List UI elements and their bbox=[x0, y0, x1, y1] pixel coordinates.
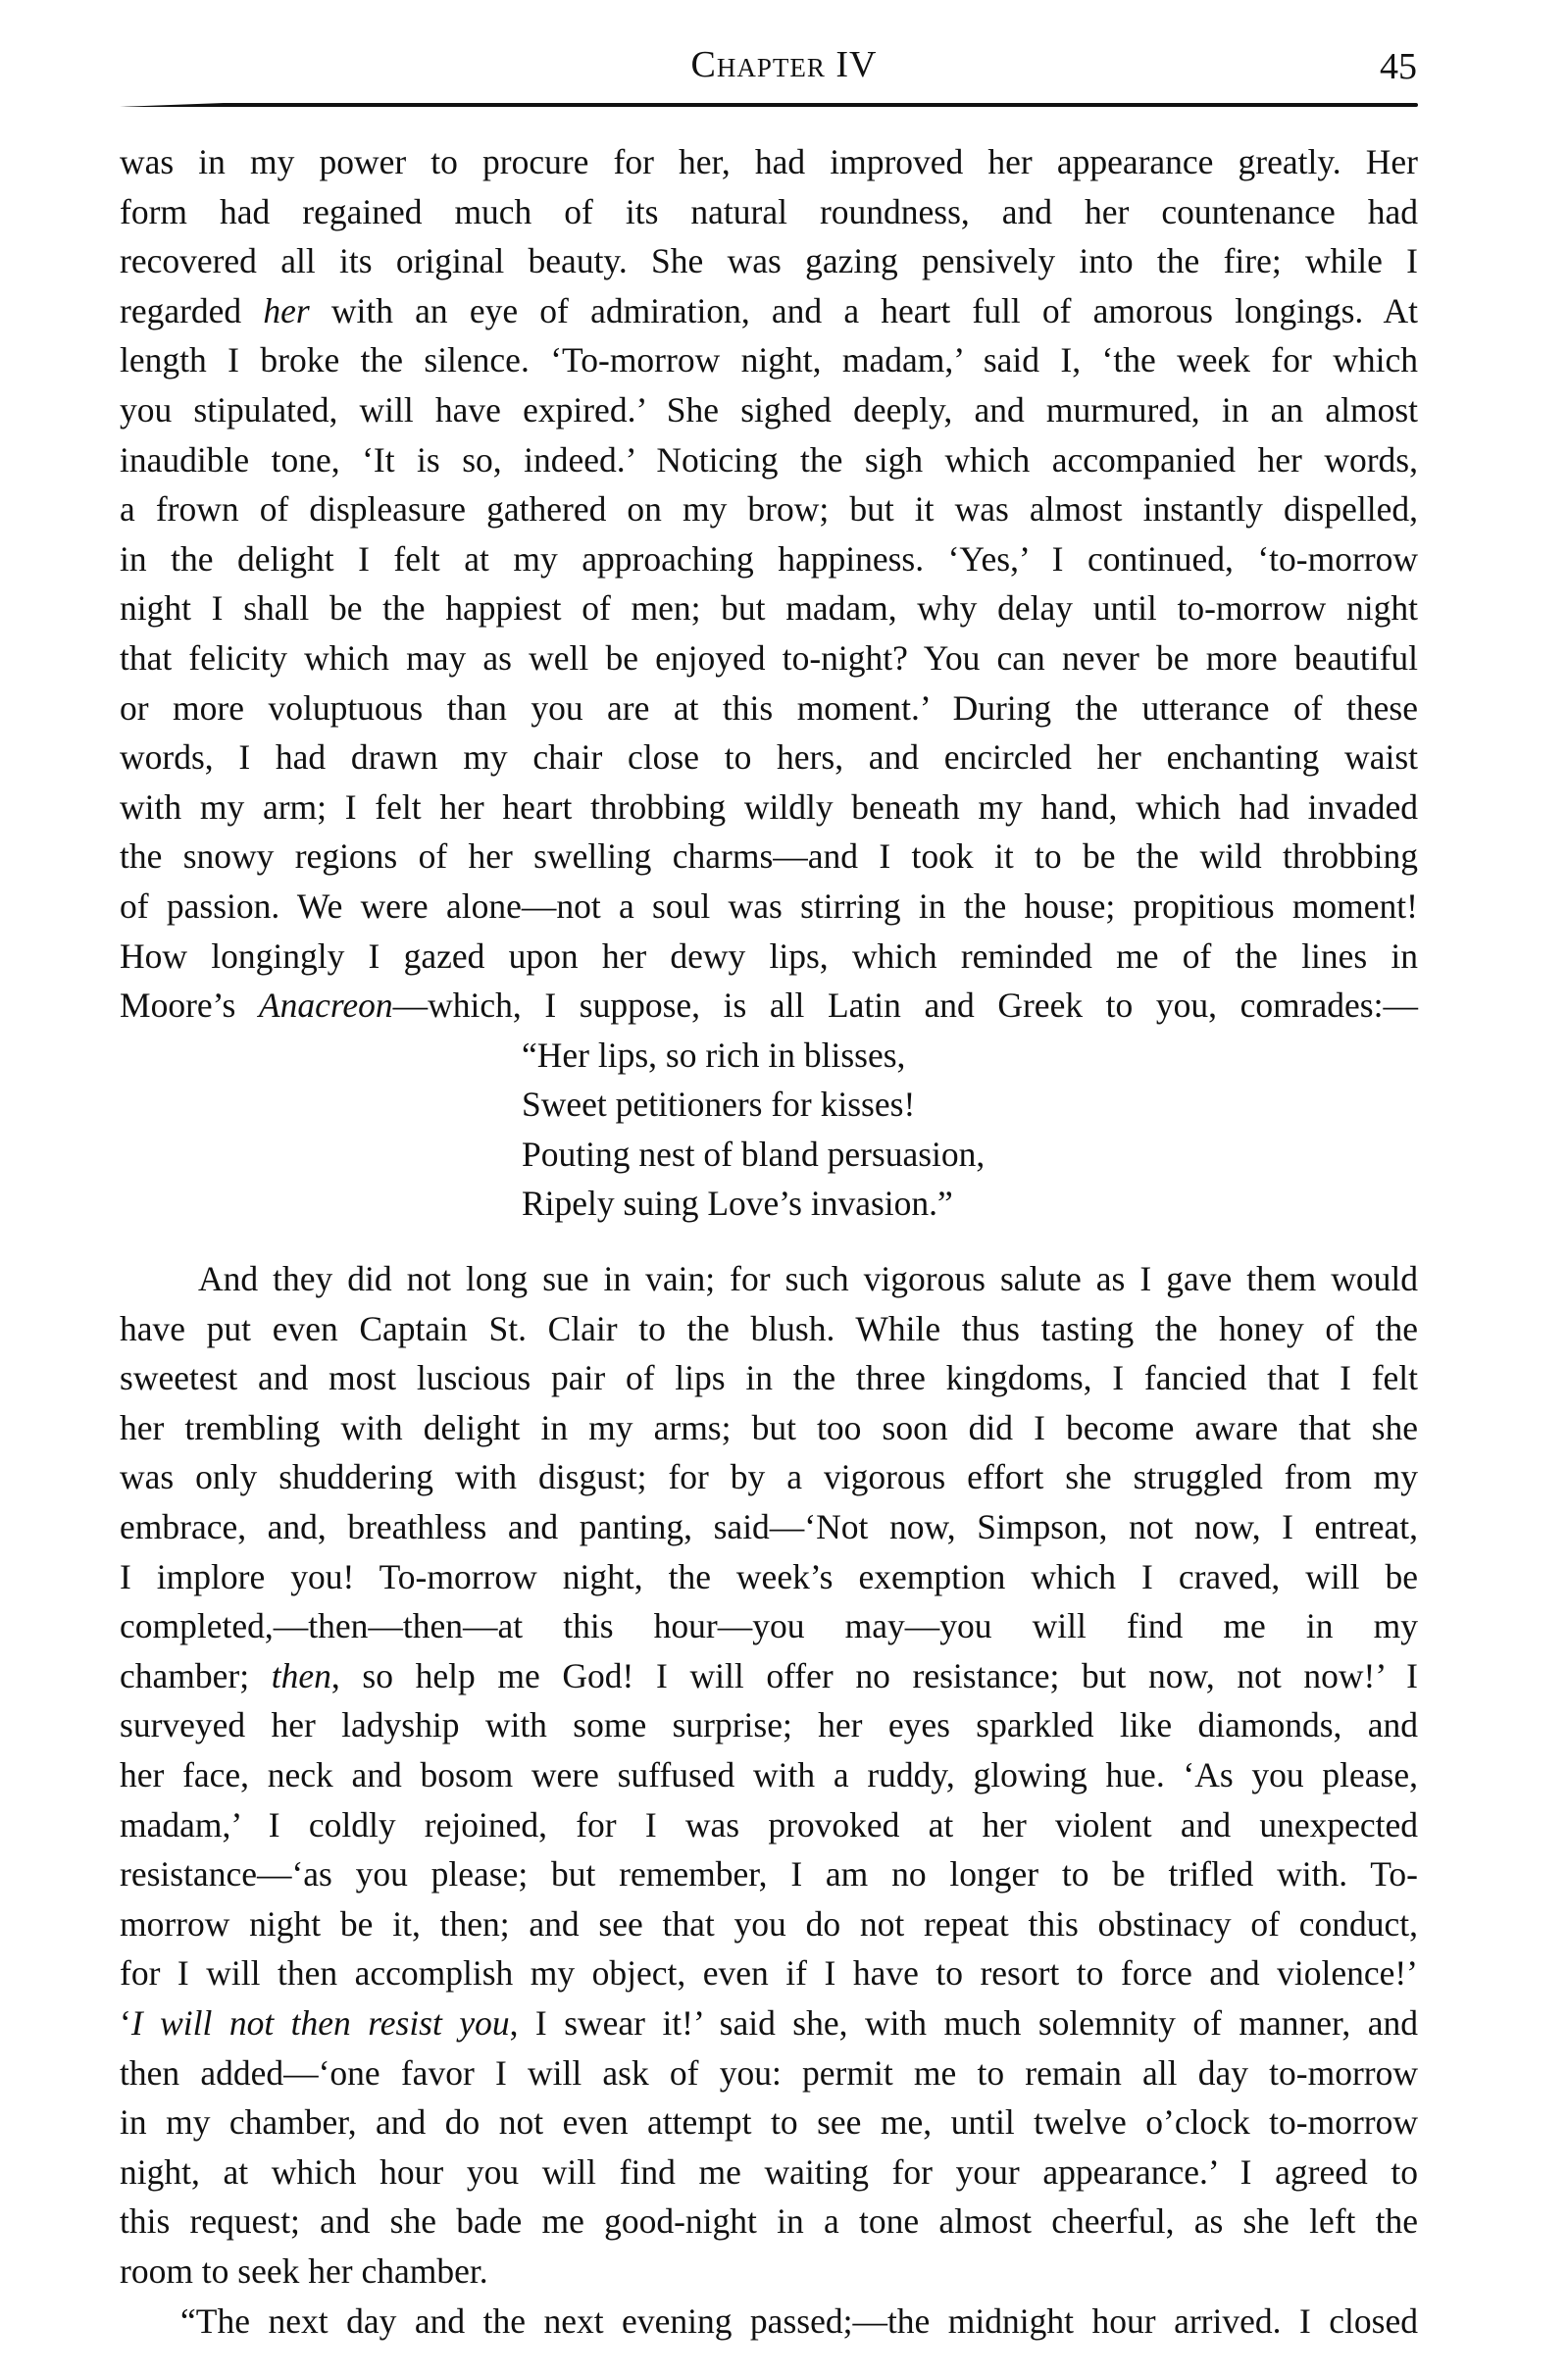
text-line bbox=[120, 2148, 1418, 2198]
chapter-title: Chapter IV bbox=[690, 44, 878, 85]
text-line bbox=[120, 1651, 1418, 1701]
text-line bbox=[120, 1700, 1418, 1750]
text-run: words, I had drawn my chair close to hers, and encircled her enchanting waist bbox=[120, 737, 1418, 778]
text-run: —which, I suppose, is all Latin and Greek to you, comrades:— bbox=[392, 985, 1418, 1026]
text-run: for I will then accomplish my object, even if I have to resort to force and violence!’ bbox=[120, 1953, 1418, 1994]
text-line bbox=[120, 2048, 1418, 2098]
text-run: sweetest and most luscious pair of lips in the three kingdoms, I fancied that I felt bbox=[120, 1358, 1418, 1398]
text-run: inaudible tone, ‘It is so, indeed.’ Noticing the sigh which accompanied her words, bbox=[120, 439, 1418, 480]
text-line bbox=[120, 2197, 1418, 2247]
text-run: morrow night be it, then; and see that you do not repeat this obstinacy of conduct, bbox=[120, 1903, 1418, 1944]
text-run: Pouting nest of bland persuasion, bbox=[522, 1134, 986, 1174]
text-line bbox=[120, 932, 1418, 982]
text-line bbox=[120, 1552, 1418, 1602]
text-line bbox=[120, 1254, 1418, 1304]
text-run: have put even Captain St. Clair to the blush. While thus tasting the honey of the bbox=[120, 1308, 1418, 1348]
text-run: with my arm; I felt her heart throbbing wildly beneath my hand, which had invaded bbox=[120, 786, 1418, 827]
text-line bbox=[120, 236, 1418, 286]
body-text bbox=[120, 137, 1418, 2346]
italic-text: then bbox=[271, 1655, 331, 1695]
text-run: surveyed her ladyship with some surprise; her eyes sparkled like diamonds, and bbox=[120, 1705, 1418, 1745]
text-run: was in my power to procure for her, had improved her appearance greatly. Her bbox=[120, 142, 1418, 181]
poem-line bbox=[120, 1080, 1418, 1130]
text-run: , I swear it!’ said she, with much solemnity of manner, and bbox=[509, 2002, 1418, 2043]
text-line bbox=[120, 385, 1418, 435]
text-run: “The next day and the next evening passed;—the midnight hour arrived. I closed bbox=[180, 2300, 1418, 2341]
text-run: Moore’s bbox=[120, 985, 259, 1026]
text-run: the snowy regions of her swelling charms—and I took it to be the wild throbbing bbox=[120, 836, 1418, 877]
text-run: resistance—‘as you please; but remember, I am no longer to be trifled with. To- bbox=[120, 1854, 1418, 1895]
text-line bbox=[120, 187, 1418, 237]
text-line bbox=[120, 286, 1418, 336]
text-run: or more voluptuous than you are at this moment.’ During the utterance of these bbox=[120, 687, 1418, 728]
italic-text: I will not then resist you bbox=[130, 2002, 510, 2043]
text-line bbox=[120, 783, 1418, 833]
text-line bbox=[120, 484, 1418, 534]
text-run: with an eye of admiration, and a heart full of amorous longings. At bbox=[309, 290, 1418, 330]
text-line bbox=[120, 534, 1418, 584]
text-line bbox=[120, 435, 1418, 485]
text-run: form had regained much of its natural roundness, and her countenance had bbox=[120, 191, 1418, 231]
text-run: length I broke the silence. ‘To-morrow night, madam,’ said I, ‘the week for which bbox=[120, 340, 1418, 380]
text-run: then added—‘one favor I will ask of you: permit me to remain all day to-morrow bbox=[120, 2052, 1418, 2093]
text-line bbox=[120, 683, 1418, 733]
text-line bbox=[120, 1998, 1418, 2048]
text-line bbox=[120, 633, 1418, 683]
page-number: 45 bbox=[1380, 46, 1417, 87]
poem-line bbox=[120, 1031, 1418, 1081]
italic-text: her bbox=[263, 290, 310, 330]
poem-line bbox=[120, 1179, 1418, 1229]
text-line bbox=[120, 1849, 1418, 1899]
text-run: in my chamber, and do not even attempt to see me, until twelve o’clock to-morrow bbox=[120, 2102, 1418, 2143]
text-run: recovered all its original beauty. She was gazing pensively into the fire; while I bbox=[120, 241, 1418, 281]
text-run: completed,—then—then—at this hour—you may—you will find me in my bbox=[120, 1606, 1418, 1646]
text-run: Sweet petitioners for kisses! bbox=[522, 1085, 916, 1125]
text-line bbox=[120, 882, 1418, 932]
text-line bbox=[120, 1899, 1418, 1949]
text-line bbox=[120, 1601, 1418, 1651]
text-run: madam,’ I coldly rejoined, for I was provoked at her violent and unexpected bbox=[120, 1804, 1418, 1844]
text-line bbox=[120, 1452, 1418, 1502]
text-run: this request; and she bade me good-night in a tone almost cheerful, as she left the bbox=[120, 2201, 1418, 2242]
text-line bbox=[120, 335, 1418, 385]
text-run: was only shuddering with disgust; for by a vigorous effort she struggled from my bbox=[120, 1457, 1418, 1497]
text-run: Ripely suing Love’s invasion.” bbox=[522, 1184, 953, 1224]
text-line bbox=[120, 1353, 1418, 1403]
text-run: room to seek her chamber. bbox=[120, 2250, 488, 2291]
text-line bbox=[120, 137, 1418, 187]
text-run: of passion. We were alone—not a soul was stirring in the house; propitious moment! bbox=[120, 885, 1418, 926]
text-run: her trembling with delight in my arms; but too soon did I become aware that she bbox=[120, 1407, 1418, 1447]
header-rule bbox=[120, 103, 1418, 107]
text-line bbox=[120, 2297, 1418, 2347]
stanza-gap bbox=[120, 1229, 1418, 1254]
text-line bbox=[120, 2097, 1418, 2148]
text-run: you stipulated, will have expired.’ She sighed deeply, and murmured, in an almost bbox=[120, 389, 1418, 430]
text-line bbox=[120, 733, 1418, 783]
text-line bbox=[120, 1403, 1418, 1453]
text-run: I implore you! To-morrow night, the week’s exemption which I craved, will be bbox=[120, 1556, 1418, 1596]
text-run: embrace, and, breathless and panting, said—‘Not now, Simpson, not now, I entreat, bbox=[120, 1507, 1418, 1547]
text-line bbox=[120, 981, 1418, 1031]
text-run: ‘ bbox=[120, 2002, 131, 2043]
text-run: in the delight I felt at my approaching happiness. ‘Yes,’ I continued, ‘to-morrow bbox=[120, 538, 1418, 579]
text-run: , so help me God! I will offer no resistance; but now, not now!’ I bbox=[330, 1655, 1419, 1695]
text-run: regarded bbox=[120, 290, 264, 330]
text-line bbox=[120, 583, 1418, 633]
text-line bbox=[120, 1750, 1418, 1800]
text-run: chamber; bbox=[120, 1655, 272, 1695]
text-line bbox=[120, 832, 1418, 882]
poem-line bbox=[120, 1130, 1418, 1180]
text-run: And they did not long sue in vain; for such vigorous salute as I gave them would bbox=[198, 1259, 1418, 1299]
text-run: her face, neck and bosom were suffused with a ruddy, glowing hue. ‘As you please, bbox=[120, 1755, 1418, 1794]
text-run: “Her lips, so rich in blisses, bbox=[522, 1035, 906, 1075]
text-run: a frown of displeasure gathered on my brow; but it was almost instantly dispelled, bbox=[120, 489, 1418, 530]
text-line bbox=[120, 1304, 1418, 1354]
text-run: night I shall be the happiest of men; but madam, why delay until to-morrow night bbox=[120, 588, 1418, 629]
text-line bbox=[120, 1800, 1418, 1850]
text-run: How longingly I gazed upon her dewy lips, which reminded me of the lines in bbox=[120, 935, 1418, 976]
italic-text: Anacreon bbox=[258, 985, 393, 1026]
text-line bbox=[120, 1948, 1418, 1998]
text-run: that felicity which may as well be enjoyed to-night? You can never be more beautiful bbox=[120, 637, 1418, 678]
text-line bbox=[120, 2247, 1418, 2297]
text-run: night, at which hour you will find me waiting for your appearance.’ I agreed to bbox=[120, 2151, 1418, 2192]
text-line bbox=[120, 1502, 1418, 1552]
